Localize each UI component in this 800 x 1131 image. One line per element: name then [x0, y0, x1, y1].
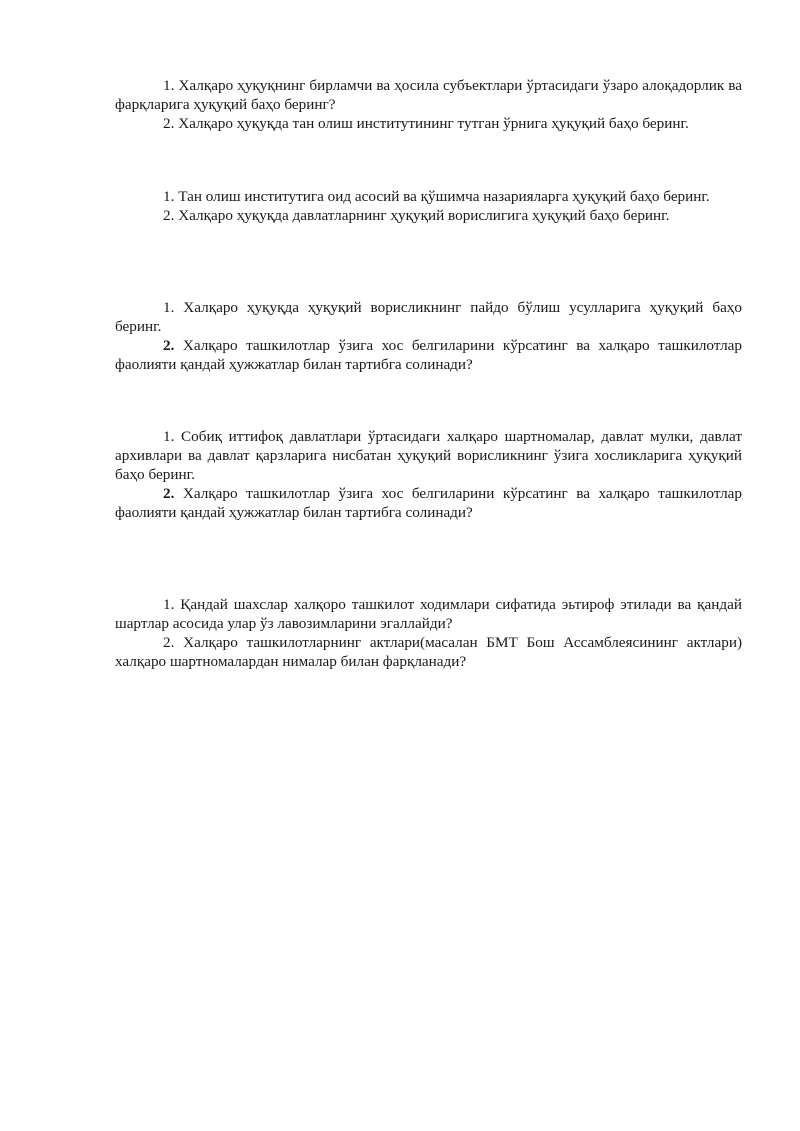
question-block-5 — [115, 595, 742, 671]
question-item — [115, 595, 742, 633]
question-item — [115, 633, 742, 671]
question-text: Қандай шахслар халқоро ташкилот ходимлари сифатида эьтироф этилади ва қандай шартлар асосида улар ўз лавозимларини эгаллайди? — [115, 596, 742, 632]
question-number: 2. — [163, 485, 175, 502]
question-number: 2. — [163, 634, 175, 651]
question-block-4 — [115, 427, 742, 522]
question-text: Халқаро ташкилотлар ўзига хос белгиларини кўрсатинг ва халқаро ташкилотлар фаолияти қандай ҳужжатлар билан тартибга солинади? — [115, 337, 743, 373]
question-text: Халқаро ҳуқуқда давлатларнинг ҳуқуқий ворислигига ҳуқуқий баҳо беринг. — [178, 207, 670, 224]
question-text: Халқаро ҳуқуқда тан олиш институтининг тутган ўрнига ҳуқуқий баҳо беринг. — [178, 115, 689, 132]
question-text: Халқаро ҳуқуқда ҳуқуқий ворисликнинг пайдо бўлиш усулларига ҳуқуқий баҳо беринг. — [115, 299, 742, 335]
question-item — [115, 206, 742, 225]
question-number: 2. — [163, 115, 175, 132]
question-number: 1. — [163, 77, 175, 94]
question-number: 2. — [163, 207, 175, 224]
question-item — [115, 484, 742, 522]
question-item — [115, 298, 742, 336]
question-text: Халқаро ташкилотлар ўзига хос белгиларини кўрсатинг ва халқаро ташкилотлар фаолияти қандай ҳужжатлар билан тартибга солинади? — [115, 485, 743, 521]
question-item — [115, 114, 742, 133]
question-number: 1. — [163, 596, 175, 613]
question-item — [115, 427, 742, 484]
question-number: 1. — [163, 299, 175, 316]
question-item — [115, 76, 742, 114]
question-text: Халқаро ташкилотларнинг актлари(масалан БМТ Бош Ассамблеясининг актлари) халқаро шартномалардан нималар билан фарқланади? — [115, 634, 743, 670]
question-item — [115, 187, 742, 206]
question-number: 1. — [163, 188, 175, 205]
question-block-1 — [115, 76, 742, 133]
question-block-3 — [115, 298, 742, 374]
question-block-2 — [115, 187, 742, 225]
question-text: Халқаро ҳуқуқнинг бирламчи ва ҳосила субъектлари ўртасидаги ўзаро алоқадорлик ва фарқларига ҳуқуқий баҳо беринг? — [115, 77, 743, 113]
question-item — [115, 336, 742, 374]
question-text: Тан олиш институтига оид асосий ва қўшимча назарияларга ҳуқуқий баҳо беринг. — [178, 188, 710, 205]
question-number: 2. — [163, 337, 175, 354]
question-number: 1. — [163, 428, 175, 445]
question-text: Собиқ иттифоқ давлатлари ўртасидаги халқаро шартномалар, давлат мулки, давлат архивлари ва давлат қарзларига нисбатан ҳуқуқий ворисликнинг ўзига хосликларига ҳуқуқий баҳо беринг. — [115, 428, 743, 483]
